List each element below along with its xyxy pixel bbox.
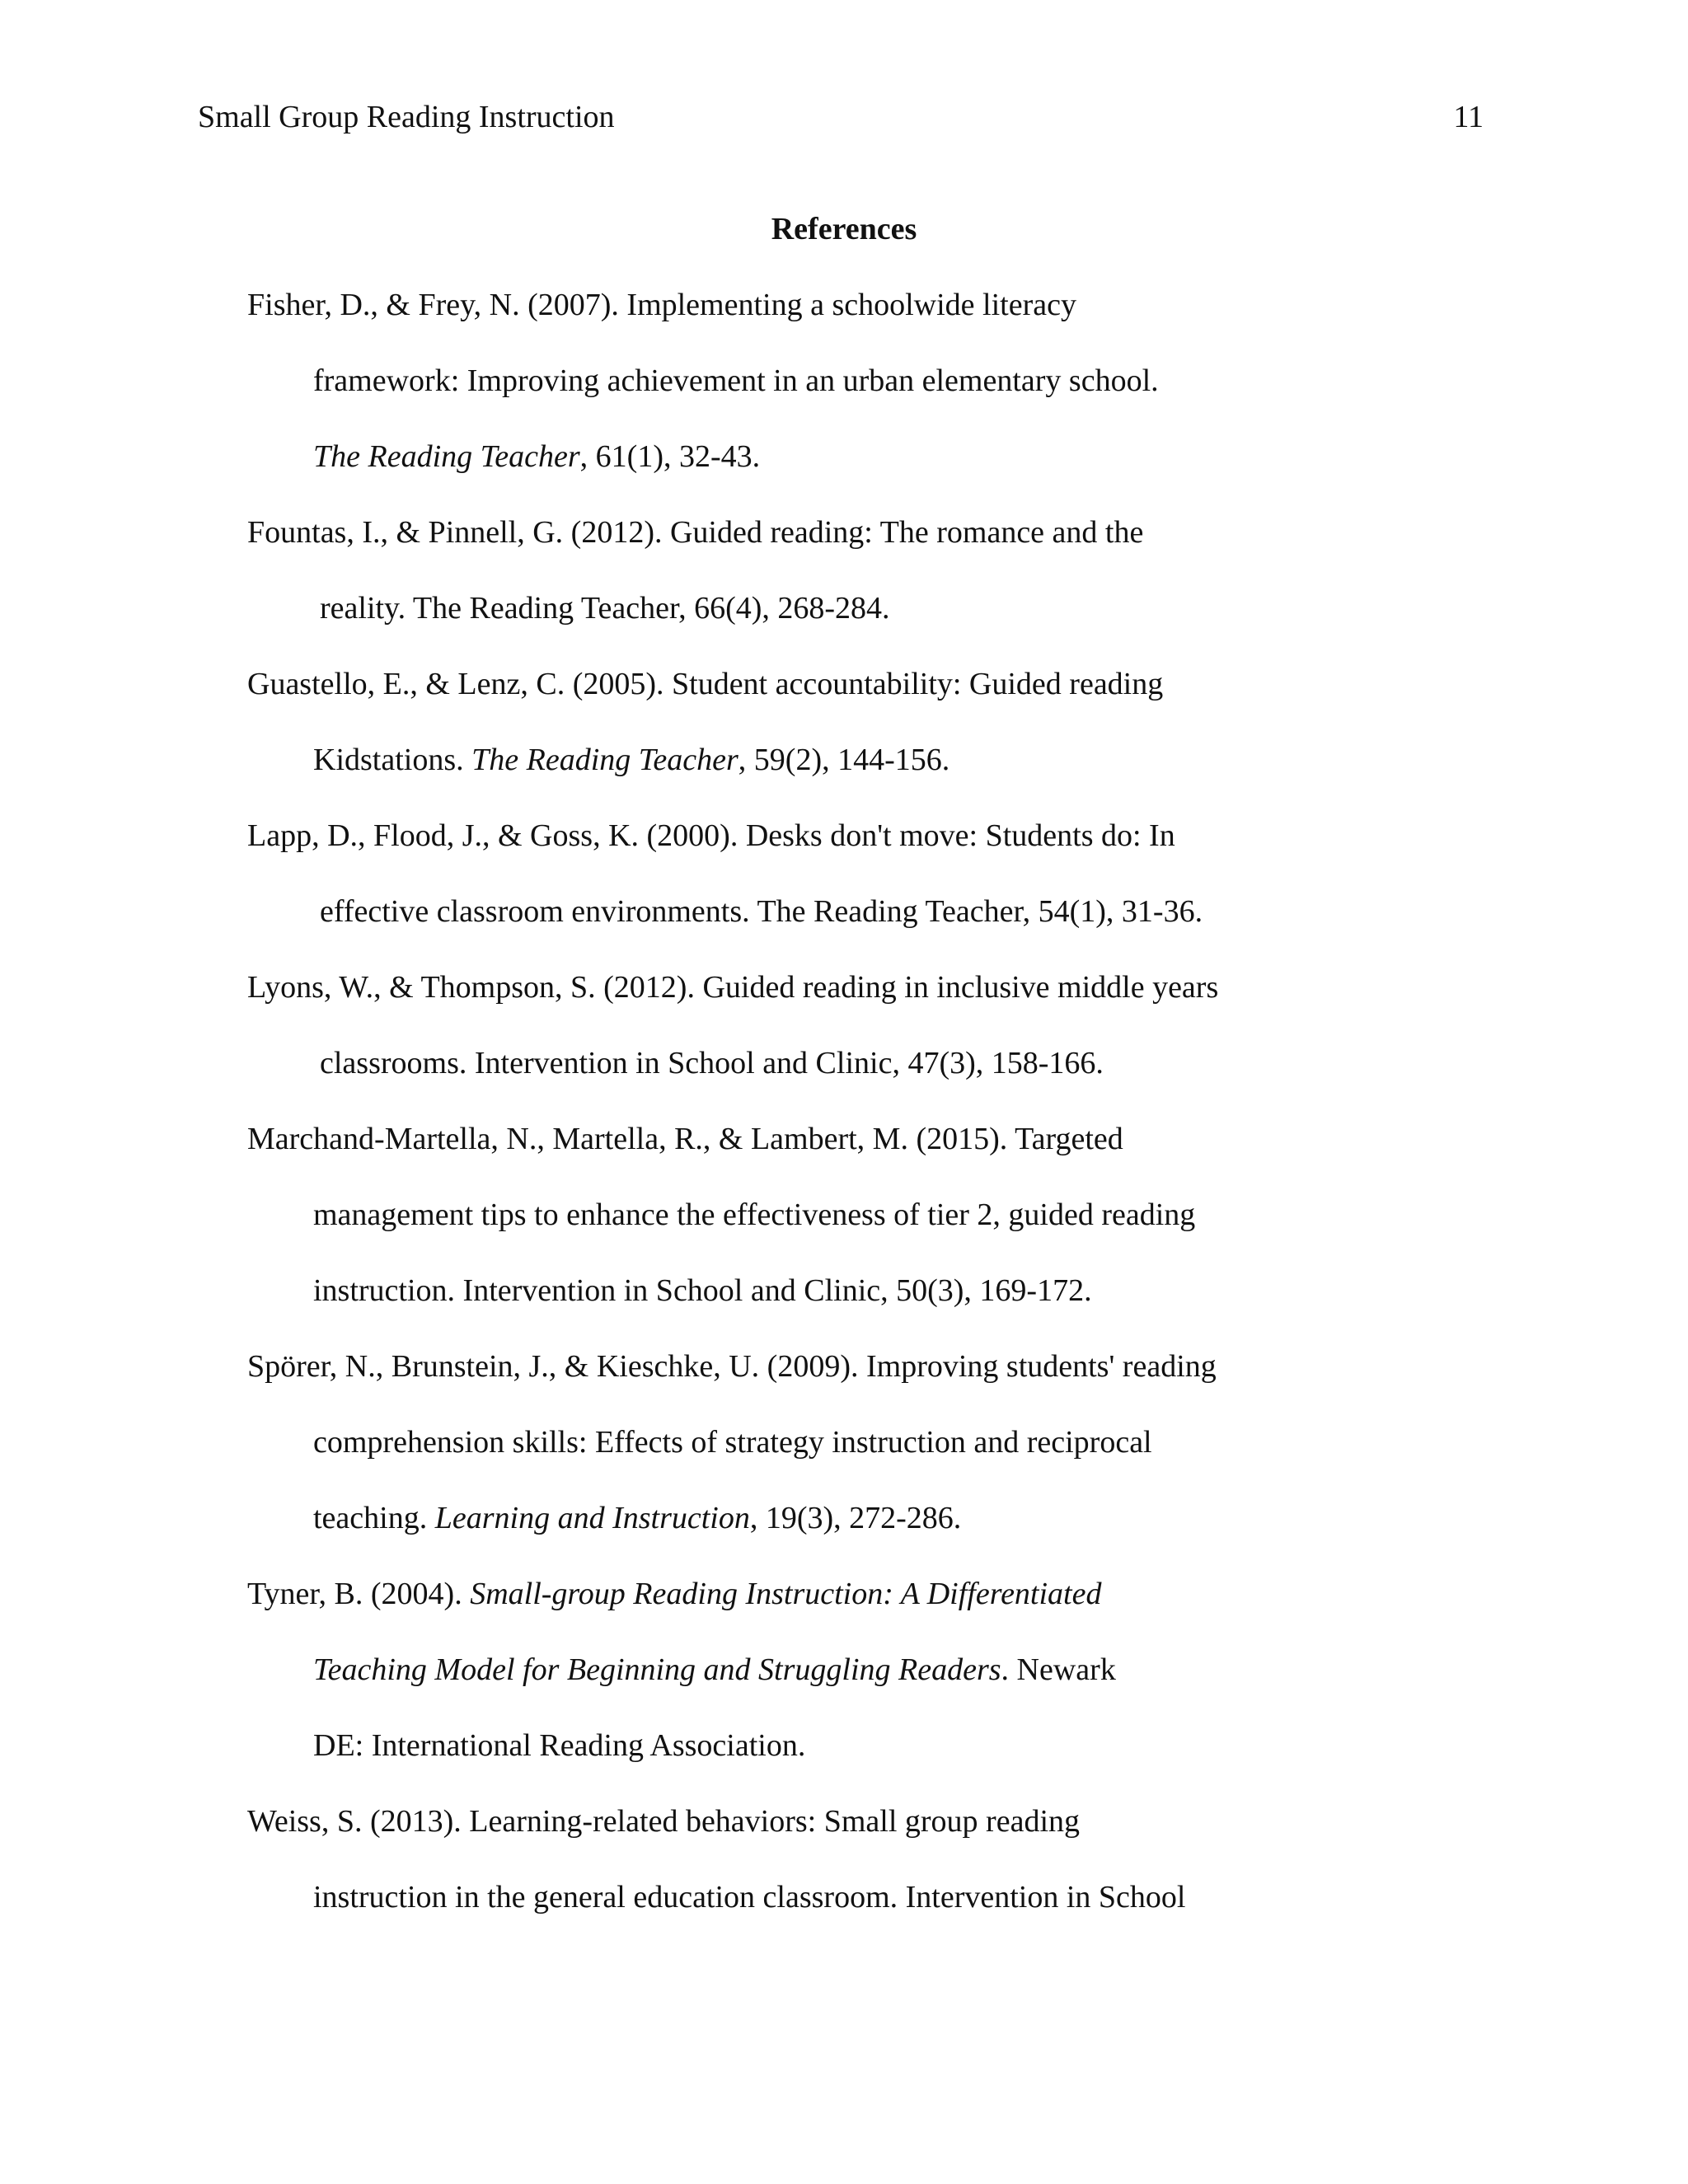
reference-line [247,664,1163,704]
reference-line [247,968,1218,1007]
page-number: 11 [1453,100,1484,134]
reference-line [313,740,950,780]
reference-text: Kidstations. [313,743,472,777]
reference-line [313,1650,1116,1690]
reference-line [313,361,1159,401]
reference-text: teaching. [313,1501,435,1535]
reference-italic-text: The Reading Teacher [471,743,738,777]
reference-italic-text: Small-group Reading Instruction: A Differentiated [470,1577,1102,1611]
reference-line [247,513,1143,552]
reference-text: instruction in the general education classroom. Intervention in School [313,1880,1186,1915]
reference-line [313,1877,1185,1917]
reference-text: Fountas, I., & Pinnell, G. (2012). Guided reading: The romance and the [247,515,1144,550]
reference-text: , 61(1), 32-43. [579,439,761,474]
reference-italic-text: Learning and Instruction [434,1501,750,1535]
reference-line [313,1422,1152,1462]
reference-text: Lapp, D., Flood, J., & Goss, K. (2000). Desks don't move: Students do: In [247,818,1175,853]
reference-line [247,1347,1217,1386]
reference-line [247,1802,1080,1841]
reference-text: Fisher, D., & Frey, N. (2007). Implementing a schoolwide literacy [247,288,1076,322]
reference-text: , 19(3), 272-286. [749,1501,962,1535]
reference-text: Lyons, W., & Thompson, S. (2012). Guided reading in inclusive middle years [247,970,1219,1005]
reference-text: Weiss, S. (2013). Learning-related behaviors: Small group reading [247,1804,1081,1839]
reference-line [320,1043,1104,1083]
reference-line [313,437,760,476]
reference-text: DE: International Reading Association. [313,1728,806,1763]
reference-line [320,892,1203,931]
reference-italic-text: Teaching Model for Beginning and Struggling Readers [313,1652,1001,1687]
running-head: Small Group Reading Instruction [198,100,615,134]
reference-text: . Newark [1001,1652,1116,1687]
reference-line [313,1271,1092,1310]
reference-line [247,1119,1123,1159]
reference-line [313,1726,805,1765]
reference-text: Tyner, B. (2004). [247,1577,471,1611]
reference-line [313,1195,1195,1235]
reference-text: classrooms. Intervention in School and Clinic, 47(3), 158-166. [320,1046,1104,1080]
reference-text: instruction. Intervention in School and Clinic, 50(3), 169-172. [313,1273,1092,1308]
reference-line [313,1498,961,1538]
reference-text: Marchand-Martella, N., Martella, R., & Lambert, M. (2015). Targeted [247,1122,1123,1156]
reference-line [247,1574,1101,1614]
reference-line [247,285,1076,325]
reference-text: framework: Improving achievement in an urban elementary school. [313,363,1159,398]
reference-text: comprehension skills: Effects of strategy instruction and reciprocal [313,1425,1152,1460]
reference-text: Spörer, N., Brunstein, J., & Kieschke, U. (2009). Improving students' reading [247,1349,1217,1384]
references-heading: References [771,212,917,246]
reference-italic-text: The Reading Teacher [313,439,580,474]
reference-text: , 59(2), 144-156. [738,743,950,777]
reference-text: effective classroom environments. The Reading Teacher, 54(1), 31-36. [320,894,1203,929]
reference-text: reality. The Reading Teacher, 66(4), 268-284. [320,591,890,626]
reference-text: management tips to enhance the effectiveness of tier 2, guided reading [313,1197,1196,1232]
reference-text: Guastello, E., & Lenz, C. (2005). Student accountability: Guided reading [247,667,1164,701]
reference-line [320,588,890,628]
reference-line [247,816,1175,855]
